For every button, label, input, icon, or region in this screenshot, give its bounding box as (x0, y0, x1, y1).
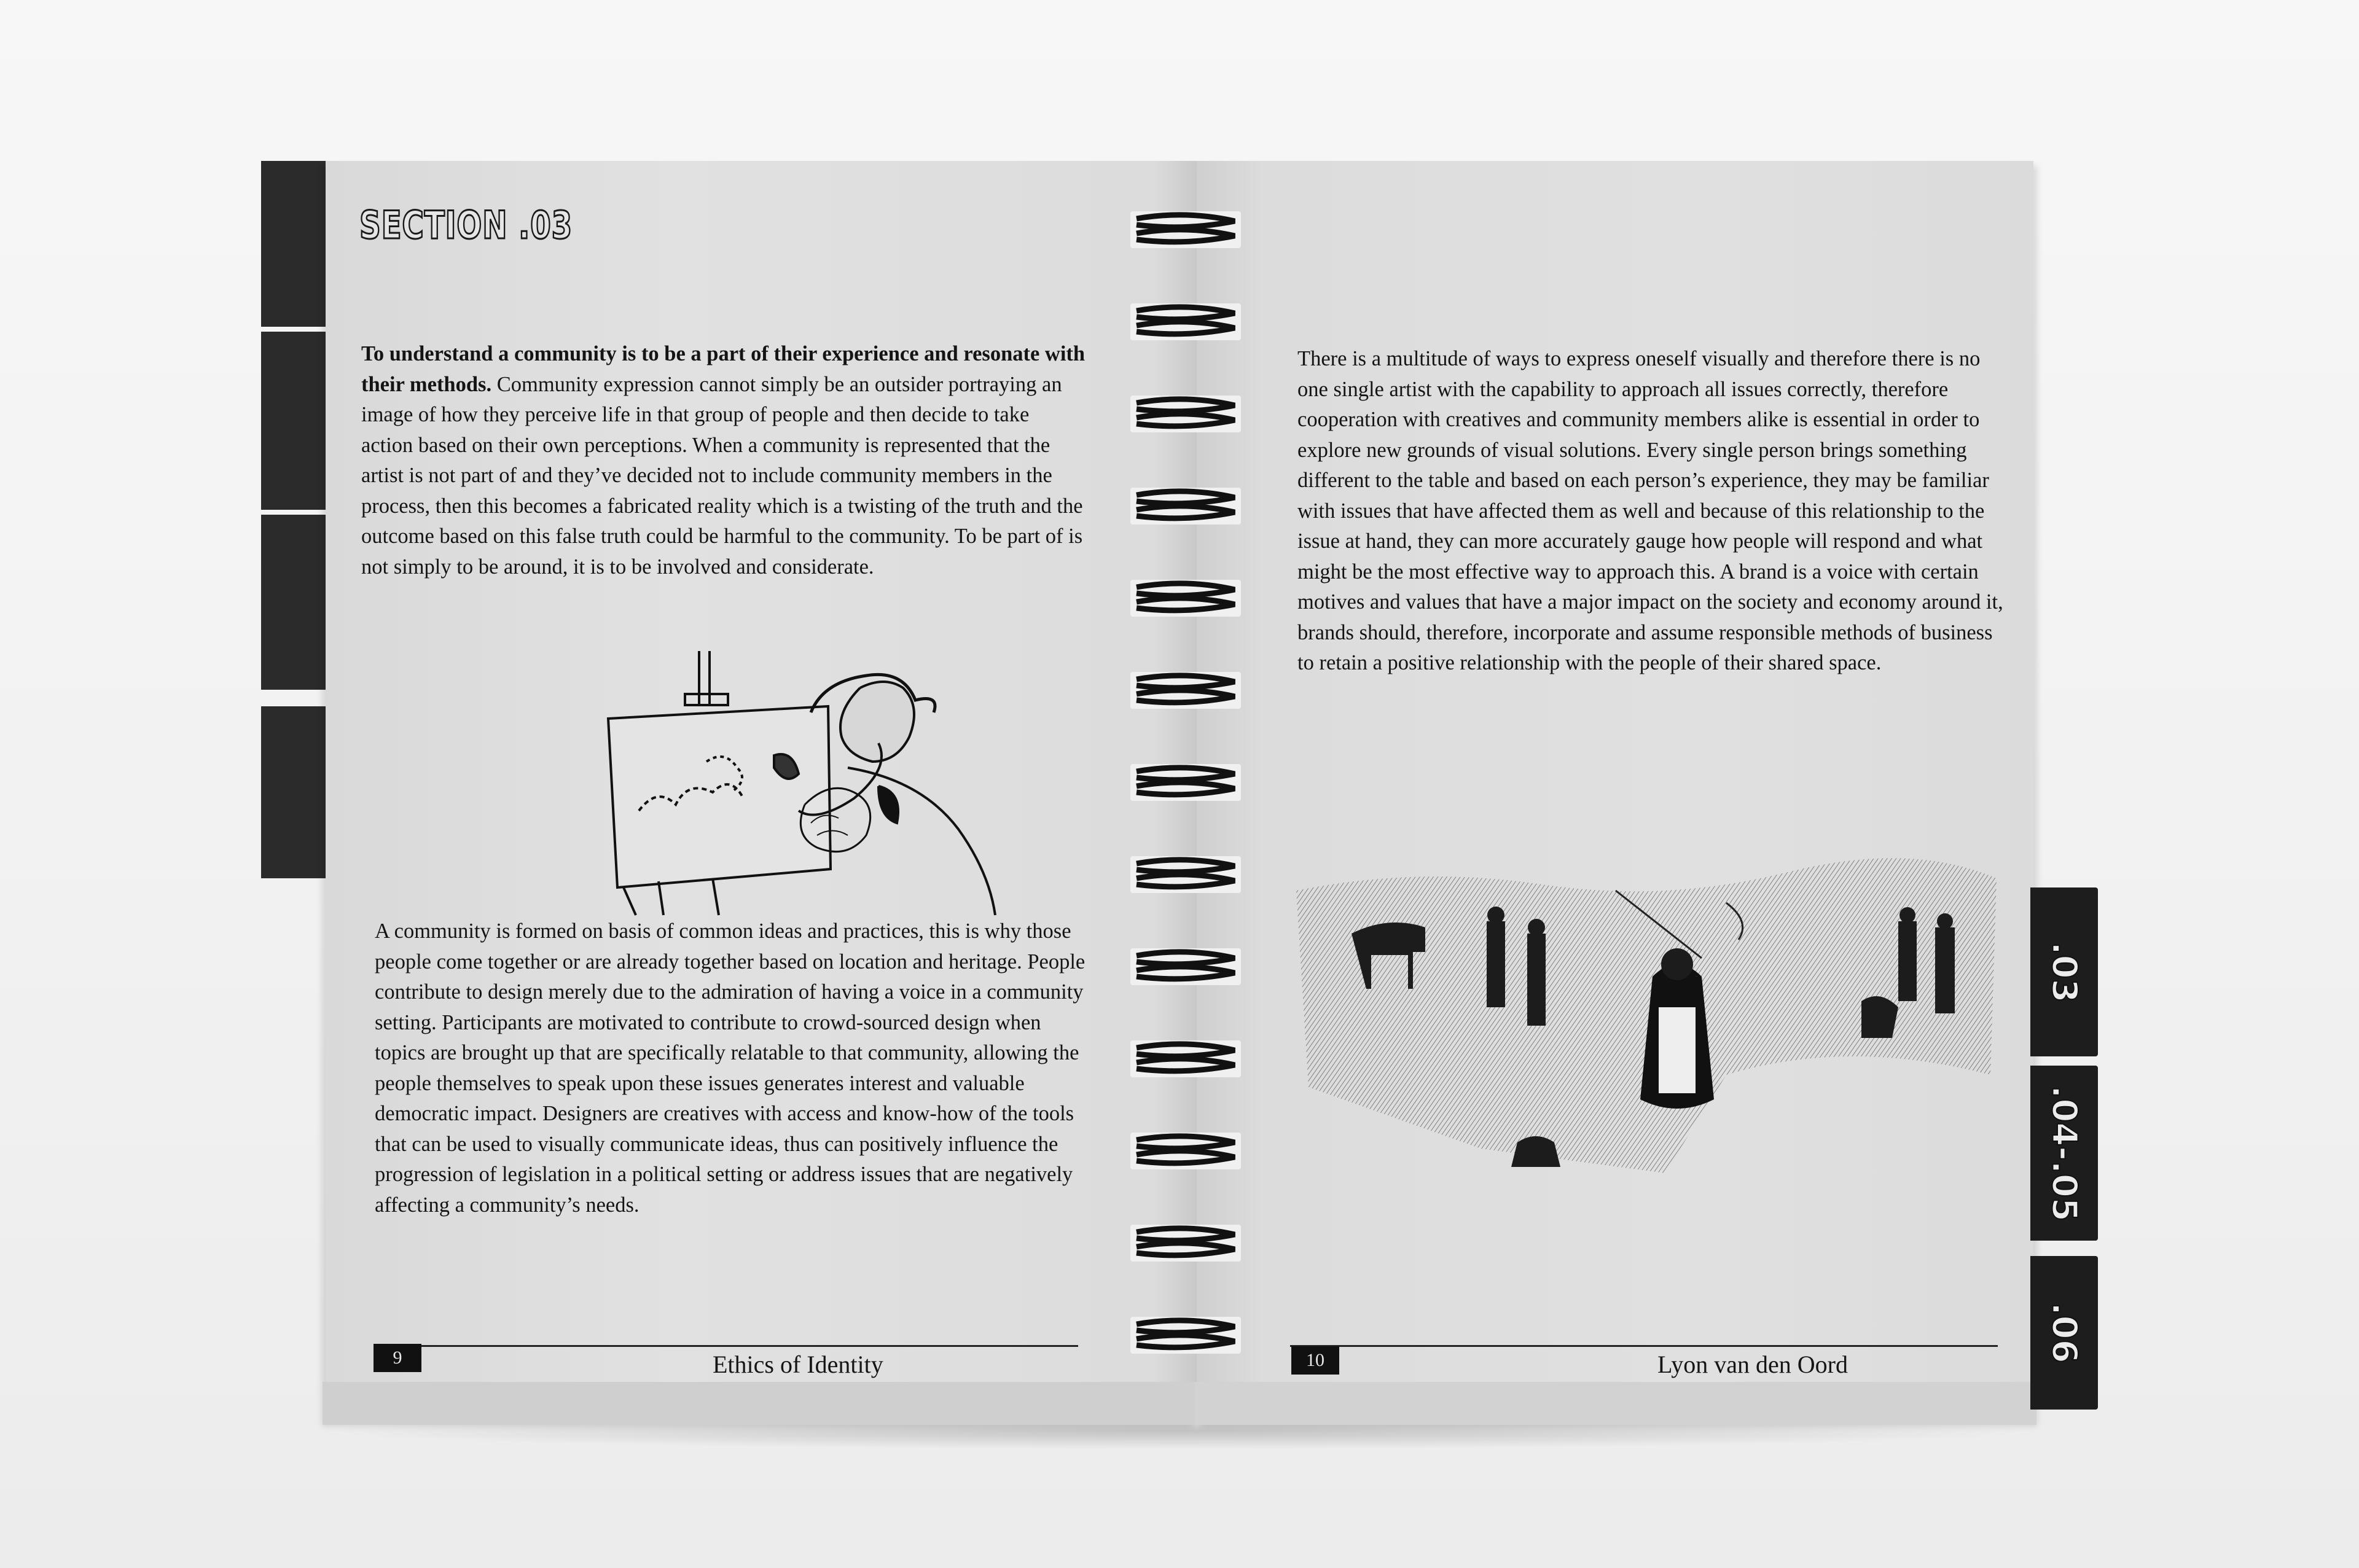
left-footer-rule (375, 1345, 1078, 1347)
section-title: SECTION .03 (359, 203, 573, 248)
left-tab-1[interactable] (261, 161, 327, 327)
tab-section-03-label: .03 (2044, 941, 2084, 1003)
right-footer-author: Lyon van den Oord (1657, 1351, 1848, 1378)
tab-section-04-05-label: .04-.05 (2044, 1085, 2084, 1222)
left-tab-3[interactable] (261, 515, 327, 690)
left-page-bottom-edge (323, 1382, 1201, 1425)
spiral-binding (1118, 215, 1253, 1370)
left-tab-2[interactable] (261, 332, 327, 510)
right-footer-rule (1290, 1345, 1998, 1347)
tab-section-04-05[interactable] (2030, 1066, 2098, 1241)
tab-section-06-label: .06 (2044, 1302, 2084, 1363)
left-page-number: 9 (374, 1344, 421, 1372)
right-page-number: 10 (1291, 1346, 1339, 1375)
crowd-engraving-illustration (1296, 854, 1997, 1222)
left-paragraph-1-lead: To understand a community is to be a part of their experience and resonate with their methods. (361, 342, 1086, 396)
left-paragraph-1 (361, 339, 1086, 582)
left-tab-4[interactable] (261, 706, 327, 878)
left-footer-title: Ethics of Identity (713, 1351, 883, 1378)
tab-section-03[interactable] (2030, 887, 2098, 1056)
right-page-bottom-edge (1195, 1382, 2036, 1425)
right-paragraph-1: There is a multitude of ways to express oneself visually and therefore there is no one single artist with the capability to approach all issues correctly, therefore cooperation with creatives and community members alike is essential in order to explore new grounds of visual solutions. Every single person brings something different to the table and based on each person’s experience, they may be familiar with issues that have affected them as well and because of this relationship to the issue at hand, they can more accurately gauge how people will respond and what might be the most effective way to approach this. A brand is a voice with certain motives and values that have a major impact on the society and economy around it, brands should, therefore, incorporate and assume responsible methods of business to retain a positive relationship with the people of their shared space. (1297, 347, 2003, 674)
bear-painter-illustration (590, 651, 1069, 915)
left-paragraph-1-body: Community expression cannot simply be an outsider portraying an image of how they perceive life in that group of people and then decide to take action based on their own perceptions. When a community is represented that the artist is not part of and they’ve decided not to include community members in the process, then this becomes a fabricated reality which is a twisting of the truth and the outcome based on this false truth could be harmful to the community. To be part of is not simply to be around, it is to be involved and considerate. (361, 372, 1083, 579)
left-paragraph-2: A community is formed on basis of common ideas and practices, this is why those people come together or are already together based on location and heritage. People contribute to design merely due to the admiration of having a voice in a community setting. Participants are motivated to contribute to crowd-sourced design when topics are brought up that are specifically relatable to that community, allowing the people themselves to speak upon these issues generates interest and valuable democratic impact. Designers are creatives with access and know-how of the tools that can be used to visually communicate ideas, thus can positively influence the progression of legislation in a political setting or address issues that are negatively affecting a community’s needs. (375, 919, 1086, 1217)
tab-section-06[interactable] (2030, 1256, 2098, 1410)
